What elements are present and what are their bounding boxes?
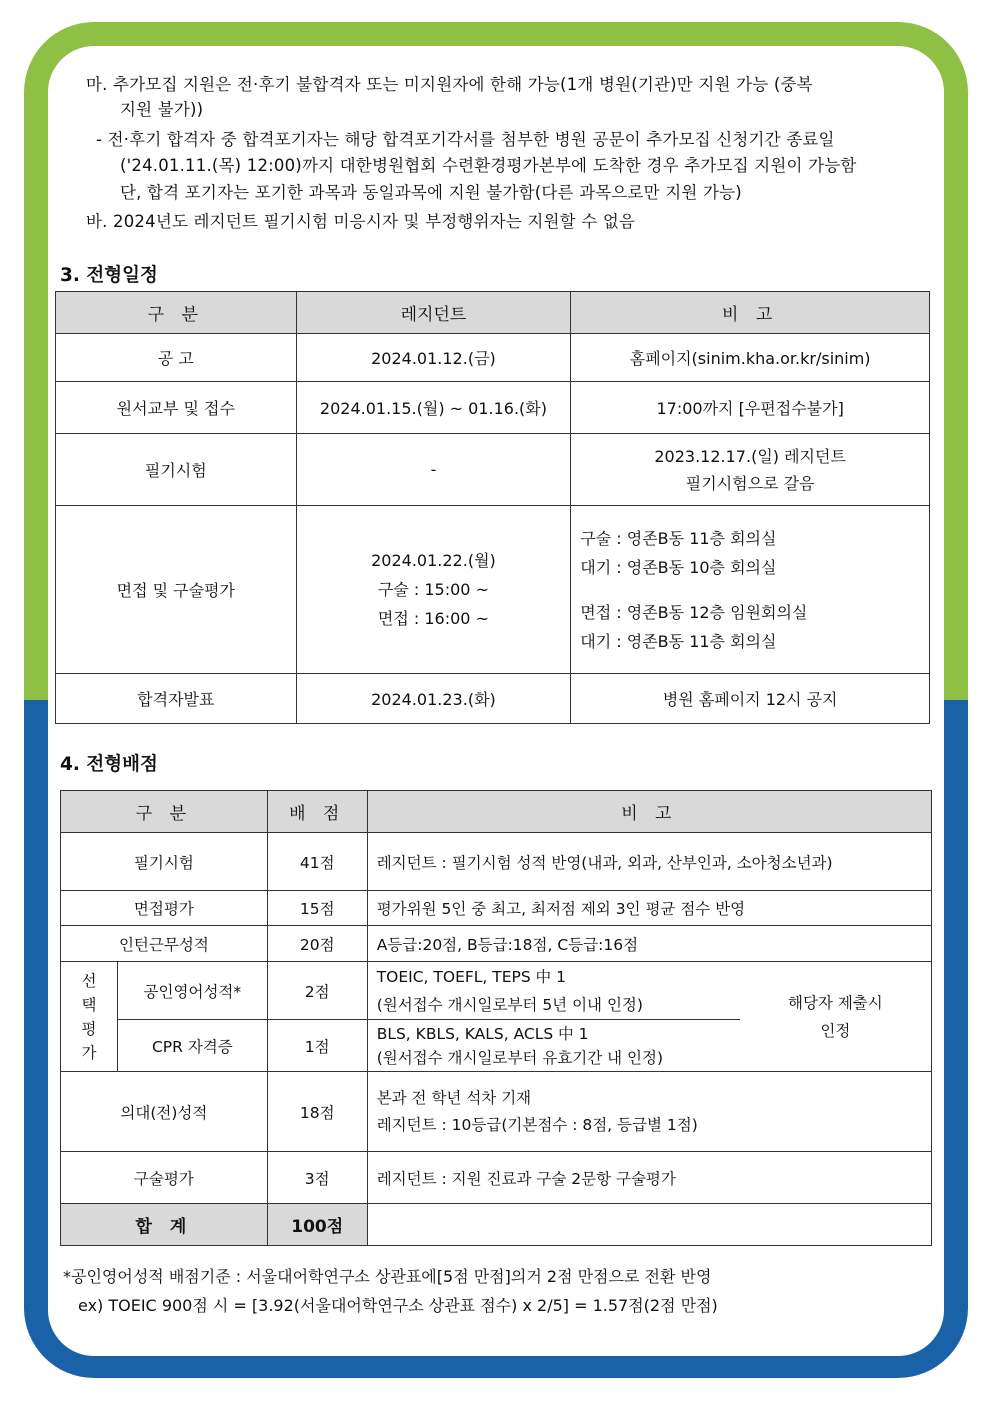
score-side-note bbox=[740, 962, 932, 1072]
schedule-category: 합격자발표 bbox=[56, 674, 297, 724]
schedule-category: 공 고 bbox=[56, 334, 297, 382]
score-category: 인턴근무성적 bbox=[61, 926, 268, 962]
score-note-line: 레지던트 : 10등급(기본점수 : 8점, 등급별 1점) bbox=[376, 1115, 698, 1134]
table-row bbox=[56, 434, 930, 506]
table-row bbox=[56, 382, 930, 434]
score-category: 구술평가 bbox=[61, 1152, 268, 1204]
score-note: 평가위원 5인 중 최고, 최저점 제외 3인 평균 점수 반영 bbox=[367, 891, 931, 926]
schedule-header-category: 구 분 bbox=[56, 292, 297, 334]
schedule-note: 17:00까지 [우편접수불가] bbox=[571, 382, 930, 434]
section-4-title: 4. 전형배점 bbox=[60, 754, 158, 775]
schedule-note-line: 대기 : 영존B동 11층 회의실 bbox=[580, 631, 777, 651]
optional-eval-label bbox=[61, 962, 118, 1072]
score-note bbox=[367, 1020, 740, 1072]
schedule-header-row bbox=[56, 292, 930, 334]
score-category: 필기시험 bbox=[61, 833, 268, 891]
score-note-line: TOEIC, TOEFL, TEPS 中 1 bbox=[376, 967, 566, 986]
schedule-category: 필기시험 bbox=[56, 434, 297, 506]
score-note: A등급:20점, B등급:18점, C등급:16점 bbox=[367, 926, 931, 962]
score-points: 15점 bbox=[267, 891, 367, 926]
intro-line-3: - 전·후기 합격자 중 합격포기자는 해당 합격포기각서를 첨부한 병원 공문이 추가모집 신청기간 종료일 bbox=[96, 130, 835, 149]
table-row bbox=[61, 1072, 932, 1152]
intro-line-5: 단, 합격 포기자는 포기한 과목과 동일과목에 지원 불가함(다른 과목으로만 지원 가능) bbox=[120, 183, 742, 202]
score-total-row bbox=[61, 1204, 932, 1246]
schedule-note-line: 2023.12.17.(일) 레지던트 bbox=[654, 446, 846, 466]
schedule-note-line: 구술 : 영존B동 11층 회의실 bbox=[580, 528, 777, 548]
schedule-note-line: 대기 : 영존B동 10층 회의실 bbox=[580, 557, 777, 577]
table-row bbox=[61, 891, 932, 926]
schedule-note bbox=[571, 506, 930, 674]
table-row bbox=[61, 1152, 932, 1204]
table-row bbox=[56, 674, 930, 724]
schedule-resident: - bbox=[296, 434, 571, 506]
score-note bbox=[367, 962, 740, 1020]
optional-label-char: 택 bbox=[81, 995, 97, 1014]
score-note bbox=[367, 1072, 931, 1152]
score-category: CPR 자격증 bbox=[117, 1020, 267, 1072]
score-side-note-line: 인정 bbox=[820, 1021, 851, 1040]
schedule-resident: 2024.01.15.(월) ~ 01.16.(화) bbox=[296, 382, 571, 434]
score-note-line: BLS, KBLS, KALS, ACLS 中 1 bbox=[376, 1024, 589, 1043]
schedule-table bbox=[55, 291, 930, 724]
score-header-points: 배 점 bbox=[267, 791, 367, 833]
intro-line-4: ('24.01.11.(목) 12:00)까지 대한병원협회 수련환경평가본부에 도착한 경우 추가모집 지원이 가능함 bbox=[120, 156, 857, 175]
score-header-category: 구 분 bbox=[61, 791, 268, 833]
table-row bbox=[56, 334, 930, 382]
optional-label-char: 선 bbox=[81, 971, 97, 990]
optional-label-char: 가 bbox=[81, 1043, 97, 1062]
score-total-note bbox=[367, 1204, 931, 1246]
score-points: 18점 bbox=[267, 1072, 367, 1152]
score-category: 의대(전)성적 bbox=[61, 1072, 268, 1152]
schedule-header-note: 비 고 bbox=[571, 292, 930, 334]
table-row bbox=[61, 833, 932, 891]
table-row bbox=[61, 926, 932, 962]
schedule-resident-line: 2024.01.22.(월) bbox=[371, 551, 496, 570]
score-note-line: (원서접수 개시일로부터 유효기간 내 인정) bbox=[376, 1048, 664, 1067]
table-row bbox=[56, 506, 930, 674]
schedule-note bbox=[571, 434, 930, 506]
score-total-label: 합 계 bbox=[61, 1204, 268, 1246]
score-note: 레지던트 : 필기시험 성적 반영(내과, 외과, 산부인과, 소아청소년과) bbox=[367, 833, 931, 891]
schedule-resident-line: 구술 : 15:00 ~ bbox=[377, 580, 489, 599]
schedule-resident bbox=[296, 506, 571, 674]
schedule-category: 원서교부 및 접수 bbox=[56, 382, 297, 434]
schedule-header-resident: 레지던트 bbox=[296, 292, 571, 334]
score-points: 1점 bbox=[267, 1020, 367, 1072]
score-side-note-line: 해당자 제출시 bbox=[787, 993, 883, 1012]
schedule-note-line: 면접 : 영존B동 12층 임원회의실 bbox=[580, 602, 808, 622]
intro-line-2: 지원 불가)) bbox=[120, 100, 204, 119]
footnote-2: ex) TOEIC 900점 시 = [3.92(서울대어학연구소 상관표 점수) x 2/5] = 1.57점(2점 만점) bbox=[78, 1296, 718, 1315]
score-total-points: 100점 bbox=[267, 1204, 367, 1246]
schedule-note: 병원 홈페이지 12시 공지 bbox=[571, 674, 930, 724]
score-category: 공인영어성적* bbox=[117, 962, 267, 1020]
score-note: 레지던트 : 지원 진료과 구술 2문항 구술평가 bbox=[367, 1152, 931, 1204]
score-note-line: 본과 전 학년 석차 기재 bbox=[376, 1088, 532, 1107]
intro-line-6: 바. 2024년도 레지던트 필기시험 미응시자 및 부정행위자는 지원할 수 없음 bbox=[86, 212, 636, 231]
intro-line-1: 마. 추가모집 지원은 전·후기 불합격자 또는 미지원자에 한해 가능(1개 병원(기관)만 지원 가능 (중복 bbox=[86, 75, 813, 94]
score-points: 20점 bbox=[267, 926, 367, 962]
score-points: 41점 bbox=[267, 833, 367, 891]
optional-label-char: 평 bbox=[81, 1019, 97, 1038]
schedule-note-line: 필기시험으로 갈음 bbox=[685, 473, 815, 493]
score-header-note: 비 고 bbox=[367, 791, 931, 833]
table-row bbox=[61, 962, 932, 1020]
schedule-resident: 2024.01.23.(화) bbox=[296, 674, 571, 724]
score-points: 2점 bbox=[267, 962, 367, 1020]
schedule-resident-line: 면접 : 16:00 ~ bbox=[377, 609, 489, 628]
footnote-1: *공인영어성적 배점기준 : 서울대어학연구소 상관표에[5점 만점]의거 2점 만점으로 전환 반영 bbox=[63, 1267, 712, 1286]
score-note-line: (원서접수 개시일로부터 5년 이내 인정) bbox=[376, 995, 643, 1014]
schedule-resident: 2024.01.12.(금) bbox=[296, 334, 571, 382]
schedule-category: 면접 및 구술평가 bbox=[56, 506, 297, 674]
score-table bbox=[60, 790, 932, 1246]
score-category: 면접평가 bbox=[61, 891, 268, 926]
section-3-title: 3. 전형일정 bbox=[60, 265, 158, 286]
schedule-note: 홈페이지(sinim.kha.or.kr/sinim) bbox=[571, 334, 930, 382]
score-header-row bbox=[61, 791, 932, 833]
score-points: 3점 bbox=[267, 1152, 367, 1204]
